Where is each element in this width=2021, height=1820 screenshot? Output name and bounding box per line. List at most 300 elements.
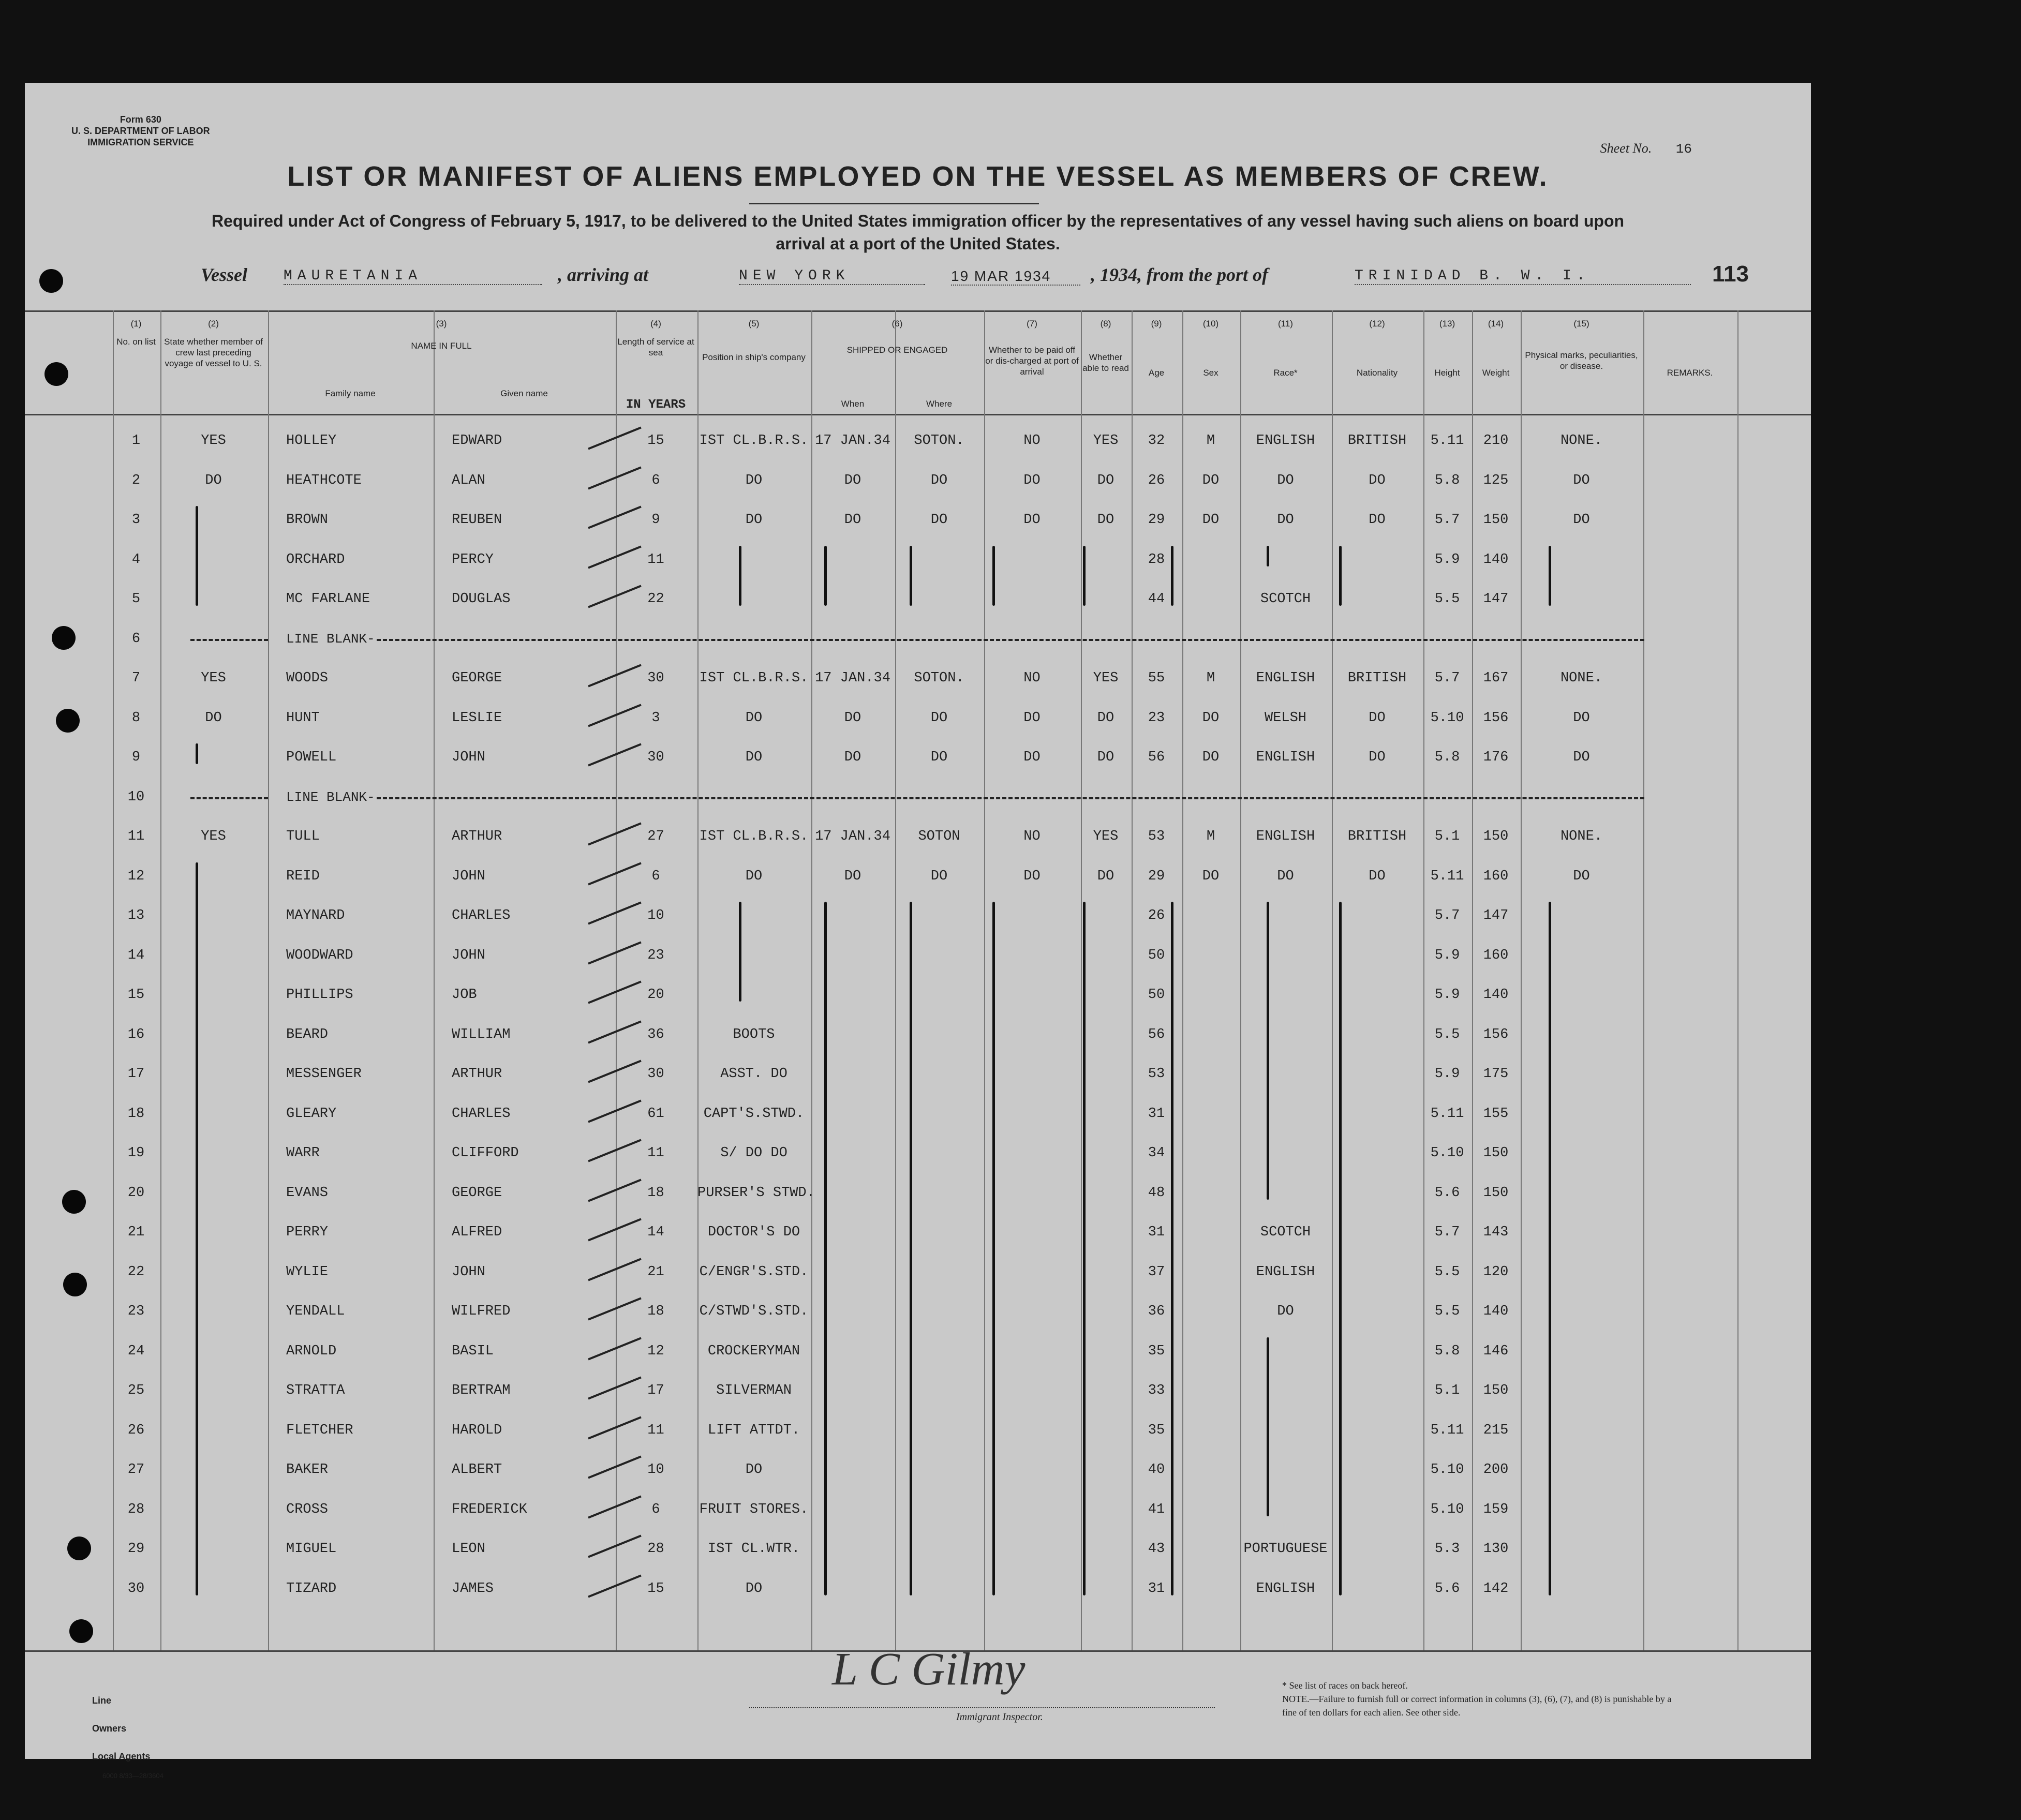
cell-given: PERCY [452,551,494,568]
table-row [25,1055,1811,1093]
row-number: 19 [127,1145,145,1161]
cell-weight: 125 [1483,472,1509,488]
cell-nat: BRITISH [1347,433,1407,449]
table-row [25,1174,1811,1212]
cell-age: 32 [1148,433,1165,449]
cell-length: 61 [647,1106,664,1122]
ditto-stroke [196,862,198,1595]
cell-family: PHILLIPS [286,987,353,1003]
table-row [25,976,1811,1014]
column-number: (11) [1278,319,1293,329]
cell-marks: NONE. [1560,829,1602,844]
requirement-text: Required under Act of Congress of February 5, 1917, to be delivered to the United States immigration officer by the representatives of any vessel having such aliens on board upon arrival at a port of the United States. [211,212,1625,253]
year-label: , 1934, from the port of [1091,264,1269,285]
cell-read: YES [1093,829,1119,844]
cell-height: 5.11 [1430,1106,1464,1122]
cell-sex: M [1206,433,1215,449]
signature-line [749,1707,1215,1708]
blank-dash [190,797,268,799]
column-header-read: Whether able to read [1082,352,1129,373]
cell-given: JOHN [452,750,485,765]
cell-position: CAPT'S.STWD. [703,1106,805,1122]
cell-sex: DO [1202,710,1220,726]
row-number: 17 [127,1066,145,1082]
punch-hole [62,1190,86,1214]
cell-age: 23 [1148,710,1165,726]
cell-when: DO [844,868,861,884]
column-header-weight: Weight [1482,368,1510,378]
cell-age: 56 [1148,1026,1165,1042]
cell-race: ENGLISH [1256,433,1315,449]
cell-family: BEARD [286,1026,329,1042]
row-number: 26 [127,1422,145,1438]
cell-position: FRUIT STORES. [699,1501,809,1517]
table-row [25,738,1811,777]
cell-length: 11 [647,1422,664,1438]
sheet-number: 16 [1675,141,1692,157]
cell-given: BERTRAM [452,1383,511,1398]
ditto-stroke [910,902,912,1595]
cell-age: 36 [1148,1304,1165,1319]
inspector-signature: L C Gilmy [832,1644,1026,1695]
cell-age: 31 [1148,1106,1165,1122]
row-number: 25 [127,1383,145,1398]
table-row [25,541,1811,579]
cell-weight: 215 [1483,1422,1509,1438]
from-port: TRINIDAD B. W. I. [1355,268,1691,285]
table-row [25,1411,1811,1450]
cell-height: 5.8 [1434,472,1460,488]
cell-weight: 140 [1483,987,1509,1003]
cell-age: 33 [1148,1383,1165,1398]
arriving-label: , arriving at [558,264,649,285]
cell-marks: DO [1573,868,1590,884]
cell-state: YES [201,433,226,449]
cell-height: 5.1 [1434,829,1460,844]
cell-given: GEORGE [452,1185,502,1201]
cell-position: IST CL.B.R.S. [699,670,809,686]
cell-height: 5.5 [1434,591,1460,607]
cell-position: DO [745,868,763,884]
cell-when: 17 JAN.34 [815,433,890,449]
ditto-stroke [1267,1337,1269,1516]
table-rule [25,310,1811,312]
cell-marks: DO [1573,472,1590,488]
cell-family: MAYNARD [286,908,345,923]
ditto-stroke [739,902,741,1002]
vessel-label: Vessel [201,264,247,285]
cell-read: YES [1093,433,1119,449]
column-number: (13) [1439,319,1455,329]
cell-state: YES [201,670,226,686]
title-rule [749,203,1039,204]
cell-weight: 150 [1483,512,1509,528]
column-header-no: No. on list [116,337,156,347]
table-row [25,659,1811,697]
column-header-length: Length of service at sea [617,337,694,357]
cell-nat: BRITISH [1347,670,1407,686]
cell-nat: DO [1369,512,1386,528]
cell-length: 18 [647,1185,664,1201]
cell-given: DOUGLAS [452,591,511,607]
cell-position: DO [745,472,763,488]
cell-weight: 156 [1483,710,1509,726]
ditto-stroke [1083,546,1086,606]
cell-when: DO [844,472,861,488]
cell-where: DO [930,472,948,488]
punch-hole [52,626,76,650]
footnotes [1282,1679,1686,1719]
cell-paid: DO [1023,750,1041,765]
cell-height: 5.5 [1434,1264,1460,1280]
vessel-name: MAURETANIA [284,268,542,285]
row-number: 3 [131,512,141,528]
cell-marks: NONE. [1560,433,1602,449]
cell-height: 5.8 [1434,750,1460,765]
cell-paid: DO [1023,512,1041,528]
ditto-stroke [196,743,198,764]
table-row [25,897,1811,935]
cell-given: CLIFFORD [452,1145,519,1161]
cell-where: SOTON. [914,433,964,449]
cell-weight: 150 [1483,1185,1509,1201]
row-number: 23 [127,1304,145,1319]
table-row [25,1530,1811,1568]
cell-age: 26 [1148,472,1165,488]
column-header-when: When [841,399,865,409]
cell-race: ENGLISH [1256,829,1315,844]
row-number: 13 [127,908,145,923]
table-row [25,1570,1811,1608]
blank-dash [190,639,268,641]
row-number: 15 [127,987,145,1003]
cell-when: DO [844,750,861,765]
row-number: 1 [131,433,141,449]
cell-length: 6 [651,472,660,488]
row-number: 21 [127,1225,145,1240]
cell-nat: BRITISH [1347,829,1407,844]
ditto-stroke [824,546,827,606]
cell-sex: DO [1202,750,1220,765]
cell-weight: 150 [1483,1145,1509,1161]
print-code: 6000 8/33—28/3604 [102,1772,164,1780]
cell-read: DO [1097,512,1114,528]
column-number: (8) [1100,319,1111,329]
cell-age: 48 [1148,1185,1165,1201]
cell-age: 31 [1148,1225,1165,1240]
column-header-race: Race* [1273,368,1298,378]
cell-length: 9 [651,512,660,528]
cell-nat: DO [1369,750,1386,765]
row-number: 9 [131,750,141,765]
cell-length: 15 [647,433,664,449]
cell-family: HEATHCOTE [286,472,362,488]
row-number: 29 [127,1541,145,1557]
column-number: (15) [1573,319,1589,329]
column-header-name: NAME IN FULL [411,341,472,351]
cell-given: JOHN [452,868,485,884]
punch-hole [67,1536,91,1560]
cell-age: 29 [1148,868,1165,884]
cell-height: 5.10 [1430,1501,1464,1517]
cell-height: 5.9 [1434,1066,1460,1082]
table-row [25,501,1811,539]
cell-weight: 150 [1483,829,1509,844]
row-number: 20 [127,1185,145,1201]
table-row [25,699,1811,737]
ditto-stroke [992,902,995,1595]
cell-position: CROCKERYMAN [707,1343,800,1359]
cell-length: 30 [647,750,664,765]
cell-height: 5.3 [1434,1541,1460,1557]
column-number: (4) [650,319,661,329]
ditto-stroke [992,546,995,606]
cell-paid: NO [1023,829,1041,844]
cell-weight: 143 [1483,1225,1509,1240]
table-row [25,461,1811,500]
cell-position: DO [745,512,763,528]
cell-given: ALFRED [452,1225,502,1240]
cell-position: PURSER'S STWD. [697,1185,815,1201]
form-number: Form 630 [120,114,161,125]
cell-given: HAROLD [452,1422,502,1438]
cell-weight: 147 [1483,591,1509,607]
cell-weight: 156 [1483,1026,1509,1042]
column-header-family: Family name [325,389,376,398]
cell-race: ENGLISH [1256,1580,1315,1597]
cell-given: LEON [452,1541,485,1557]
cell-age: 34 [1148,1145,1165,1161]
column-number: (2) [208,319,219,329]
cell-height: 5.9 [1434,947,1460,963]
cell-where: DO [930,512,948,528]
footer-owners-label: Owners [92,1723,127,1734]
table-row [25,778,1811,816]
cell-race: DO [1277,1304,1294,1319]
cell-position: DO [745,750,763,765]
cell-length: 27 [647,829,664,844]
cell-given: WILLIAM [452,1026,511,1042]
column-header-in-years: IN YEARS [626,398,686,412]
column-header-paid-off: Whether to be paid off or dis-charged at port of arrival [985,345,1079,377]
cell-paid: NO [1023,433,1041,449]
cell-age: 50 [1148,987,1165,1003]
cell-family: POWELL [286,750,337,765]
table-row [25,1213,1811,1251]
cell-family: WOODWARD [286,947,353,963]
cell-marks: DO [1573,512,1590,528]
punch-hole [69,1619,93,1643]
punch-hole [63,1273,87,1296]
cell-family: MIGUEL [286,1541,337,1557]
cell-sex: M [1206,829,1215,844]
cell-length: 30 [647,1066,664,1082]
table-row [25,1095,1811,1133]
cell-nat: DO [1369,710,1386,726]
cell-age: 40 [1148,1462,1165,1478]
cell-length: 15 [647,1580,664,1597]
cell-where: DO [930,750,948,765]
cell-sex: DO [1202,512,1220,528]
cell-paid: NO [1023,670,1041,686]
cell-age: 35 [1148,1422,1165,1438]
cell-position: LIFT ATTDT. [707,1422,800,1438]
cell-length: 18 [647,1304,664,1319]
column-number: (6) [891,319,903,329]
cell-height: 5.8 [1434,1343,1460,1359]
cell-weight: 146 [1483,1343,1509,1359]
cell-age: 26 [1148,908,1165,923]
cell-height: 5.5 [1434,1304,1460,1319]
cell-weight: 160 [1483,947,1509,963]
cell-height: 5.10 [1430,1462,1464,1478]
cell-family: CROSS [286,1501,329,1517]
cell-race: DO [1277,868,1294,884]
table-row [25,620,1811,658]
cell-length: 28 [647,1541,664,1557]
cell-height: 5.10 [1430,1145,1464,1161]
column-header-position: Position in ship's company [702,352,806,362]
cell-race: SCOTCH [1260,591,1311,607]
manifest-sheet [25,83,1811,1780]
table-rule [25,414,1811,415]
punch-hole [44,362,68,386]
cell-family: FLETCHER [286,1422,353,1438]
cell-weight: 155 [1483,1106,1509,1122]
row-number: 7 [131,670,141,686]
table-row [25,936,1811,975]
cell-position: BOOTS [733,1026,775,1042]
cell-given: JAMES [452,1580,494,1597]
row-number: 18 [127,1106,145,1122]
row-number: 6 [131,631,141,647]
cell-marks: NONE. [1560,670,1602,686]
crew-table [25,310,1811,1650]
cell-given: ARTHUR [452,829,502,844]
cell-weight: 175 [1483,1066,1509,1082]
punch-hole [56,709,80,733]
cell-nat: DO [1369,868,1386,884]
cell-given: JOB [452,987,477,1003]
inspector-label: Immigrant Inspector. [956,1711,1043,1723]
cell-paid: DO [1023,710,1041,726]
cell-when: DO [844,512,861,528]
line-blank-label: LINE BLANK- [286,789,375,805]
punch-hole [39,269,63,293]
footer-line-label: Line [92,1695,112,1706]
row-number: 14 [127,947,145,963]
cell-age: 43 [1148,1541,1165,1557]
cell-race: ENGLISH [1256,670,1315,686]
cell-height: 5.11 [1430,1422,1464,1438]
cell-position: DO [745,1580,763,1597]
cell-position: IST CL.WTR. [707,1541,800,1557]
cell-height: 5.7 [1434,908,1460,923]
column-number: (7) [1027,319,1037,329]
cell-given: JOHN [452,947,485,963]
ditto-stroke [1171,902,1173,1595]
cell-race: DO [1277,472,1294,488]
row-number: 27 [127,1462,145,1478]
cell-given: CHARLES [452,1106,511,1122]
column-header-state: State whether member of crew last preceding voyage of vessel to U. S. [164,337,263,368]
table-row [25,1292,1811,1331]
cell-given: REUBEN [452,512,502,528]
cell-weight: 200 [1483,1462,1509,1478]
ditto-stroke [1339,902,1342,1595]
cell-weight: 210 [1483,433,1509,449]
ditto-stroke [196,506,198,606]
cell-state: YES [201,829,226,844]
column-number: (3) [436,319,447,329]
row-number: 11 [127,829,145,844]
cell-height: 5.11 [1430,433,1464,449]
cell-where: SOTON [918,829,960,844]
cell-race: WELSH [1264,710,1306,726]
cell-age: 28 [1148,551,1165,568]
cell-read: DO [1097,750,1114,765]
cell-family: YENDALL [286,1304,345,1319]
ditto-stroke [1549,546,1551,606]
cell-family: HUNT [286,710,320,726]
column-number: (9) [1151,319,1162,329]
cell-length: 23 [647,947,664,963]
table-row [25,1134,1811,1172]
cell-family: ARNOLD [286,1343,337,1359]
footer-labels [92,1687,150,1770]
ditto-stroke [1267,546,1269,566]
cell-length: 36 [647,1026,664,1042]
column-number: (1) [130,319,142,329]
cell-when: 17 JAN.34 [815,829,890,844]
races-note: * See list of races on back hereof. [1282,1680,1408,1691]
cell-family: HOLLEY [286,433,337,449]
cell-age: 44 [1148,591,1165,607]
cell-age: 37 [1148,1264,1165,1280]
column-header-physical: Physical marks, peculiarities, or disease. [1525,350,1638,371]
table-row [25,817,1811,856]
cell-marks: DO [1573,710,1590,726]
cell-weight: 140 [1483,551,1509,568]
ditto-stroke [824,902,827,1595]
cell-height: 5.9 [1434,551,1460,568]
table-row [25,1332,1811,1370]
cell-state: DO [205,472,222,488]
sheet-number-label [1600,141,1692,157]
cell-length: 10 [647,1462,664,1478]
column-header-age: Age [1148,368,1165,378]
cell-length: 20 [647,987,664,1003]
cell-family: STRATTA [286,1383,345,1398]
cell-family: ORCHARD [286,551,345,568]
table-row [25,1371,1811,1410]
row-number: 22 [127,1264,145,1280]
row-number: 2 [131,472,141,488]
cell-height: 5.6 [1434,1580,1460,1597]
ditto-stroke [1083,902,1086,1595]
ditto-stroke [1339,546,1342,606]
department: U. S. DEPARTMENT OF LABOR [71,126,210,136]
cell-height: 5.9 [1434,987,1460,1003]
row-number: 12 [127,868,145,884]
cell-length: 30 [647,670,664,686]
footer-agents-label: Local Agents [92,1751,151,1762]
cell-when: DO [844,710,861,726]
cell-family: MESSENGER [286,1066,362,1082]
cell-race: SCOTCH [1260,1225,1311,1240]
cell-where: DO [930,710,948,726]
cell-given: ARTHUR [452,1066,502,1082]
